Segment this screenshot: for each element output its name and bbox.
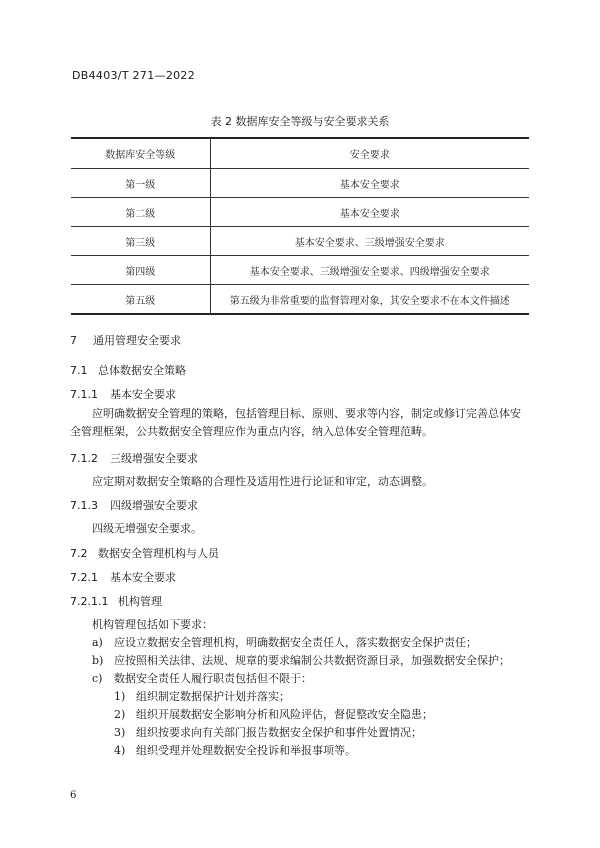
- section-title: 基本安全要求: [110, 388, 176, 401]
- section-number: 7.1.2: [70, 452, 98, 465]
- column-header: 数据库安全等级: [71, 138, 210, 169]
- sub-list-item: [114, 706, 433, 722]
- list-text: 应设立数据安全管理机构，明确数据安全责任人，落实数据安全保护责任；: [114, 636, 477, 649]
- section-number: 7.1: [70, 364, 88, 377]
- subsection-heading: [70, 593, 162, 609]
- table-row: [71, 227, 529, 256]
- level-cell: 第五级: [71, 285, 210, 315]
- section-title: 数据安全管理机构与人员: [98, 547, 219, 560]
- document-code: DB4403/T 271—2022: [72, 69, 196, 82]
- level-cell: 第四级: [71, 256, 210, 285]
- list-item: [92, 670, 312, 686]
- table-row: [71, 285, 529, 315]
- list-label: 1): [114, 690, 126, 703]
- section-title: 四级增强安全要求: [110, 499, 198, 512]
- security-level-table: [71, 137, 529, 315]
- list-text: 应按照相关法律、法规、规章的要求编制公共数据资源目录，加强数据安全保护；: [114, 654, 510, 667]
- table-row: [71, 256, 529, 285]
- section-title: 基本安全要求: [110, 571, 176, 584]
- list-label: 2): [114, 708, 126, 721]
- section-title: 三级增强安全要求: [110, 452, 198, 465]
- section-title: 机构管理: [118, 595, 162, 608]
- subsection-heading: [70, 497, 198, 513]
- paragraph: 应明确数据安全管理的策略，包括管理目标、原则、要求等内容，制定或修订完善总体安全管理框架，公共数据安全管理应作为重点内容，纳入总体安全管理范畴。: [70, 407, 521, 438]
- section-number: 7.2.1.1: [70, 595, 109, 608]
- subsection-heading: [70, 386, 176, 402]
- list-label: 4): [114, 744, 126, 757]
- section-number: 7.2: [70, 547, 88, 560]
- subsection-heading: [70, 362, 186, 378]
- section-title: 通用管理安全要求: [93, 334, 181, 347]
- list-text: 组织按要求向有关部门报告数据安全保护和事件处置情况；: [136, 726, 422, 739]
- sub-list-item: [114, 688, 290, 704]
- section-title: 总体数据安全策略: [98, 364, 186, 377]
- list-label: b): [92, 654, 104, 667]
- page-number: 6: [70, 790, 77, 801]
- list-text: 组织制定数据保护计划并落实；: [136, 690, 290, 703]
- list-label: 3): [114, 726, 126, 739]
- table-row: [71, 198, 529, 227]
- paragraph: 应定期对数据安全策略的合理性及适用性进行论证和审定，动态调整。: [92, 475, 433, 488]
- requirement-cell: 基本安全要求、三级增强安全要求、四级增强安全要求: [210, 256, 529, 285]
- level-cell: 第三级: [71, 227, 210, 256]
- table-header-row: [71, 138, 529, 169]
- requirement-cell: 基本安全要求: [210, 169, 529, 198]
- list-text: 数据安全责任人履行职责包括但不限于：: [114, 672, 312, 685]
- sub-list-item: [114, 742, 356, 758]
- list-text: 组织受理并处理数据安全投诉和举报事项等。: [136, 744, 356, 757]
- level-cell: 第二级: [71, 198, 210, 227]
- table-row: [71, 169, 529, 198]
- column-header: 安全要求: [210, 138, 529, 169]
- list-label: c): [92, 672, 103, 685]
- requirement-cell: 基本安全要求、三级增强安全要求: [210, 227, 529, 256]
- requirement-cell: 第五级为非常重要的监督管理对象，其安全要求不在本文件描述: [210, 285, 529, 315]
- subsection-heading: [70, 569, 176, 585]
- section-number: 7.2.1: [70, 571, 98, 584]
- sub-list-item: [114, 724, 422, 740]
- level-cell: 第一级: [71, 169, 210, 198]
- list-label: a): [92, 636, 103, 649]
- paragraph: 四级无增强安全要求。: [92, 522, 202, 535]
- subsection-heading: [70, 545, 219, 561]
- section-number: 7: [70, 334, 77, 347]
- subsection-heading: [70, 450, 198, 466]
- list-item: [92, 652, 510, 668]
- section-number: 7.1.3: [70, 499, 98, 512]
- paragraph: 机构管理包括如下要求：: [92, 618, 213, 631]
- requirement-cell: 基本安全要求: [210, 198, 529, 227]
- section-heading: [70, 332, 181, 348]
- list-item: [92, 634, 477, 650]
- list-text: 组织开展数据安全影响分析和风险评估，督促整改安全隐患；: [136, 708, 433, 721]
- table-title: 表 2 数据库安全等级与安全要求关系: [210, 115, 390, 128]
- section-number: 7.1.1: [70, 388, 98, 401]
